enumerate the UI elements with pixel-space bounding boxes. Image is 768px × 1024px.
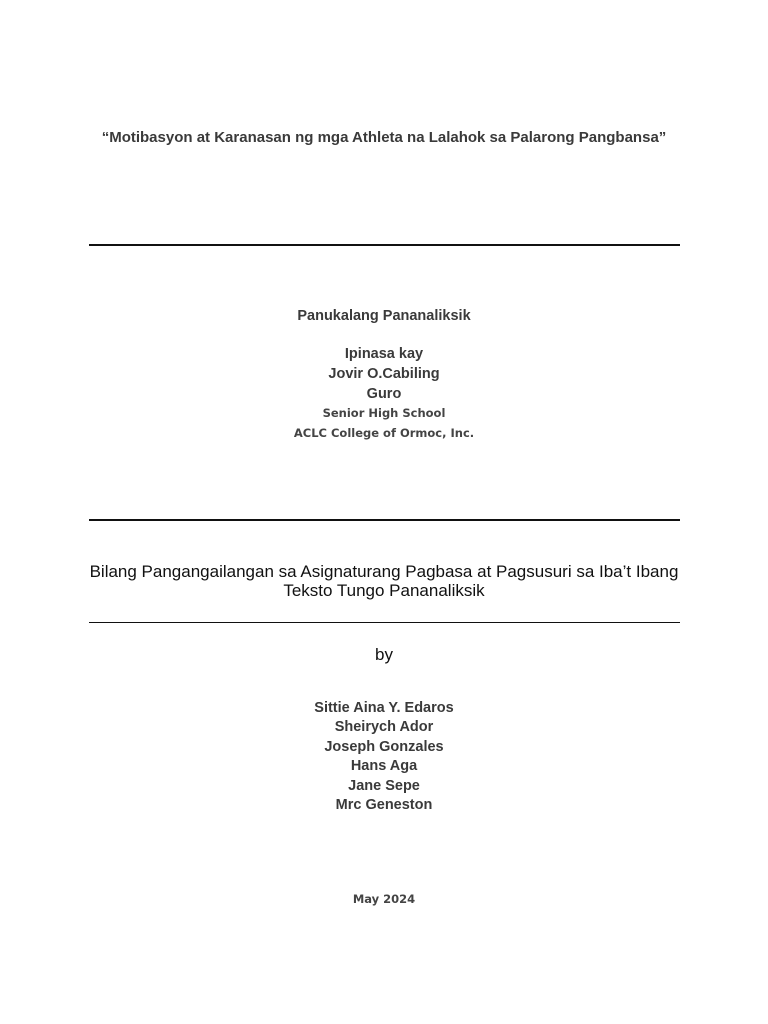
author-name: Sittie Aina Y. Edaros: [314, 700, 454, 716]
department-name: Senior High School: [322, 406, 446, 420]
author-name: Jane Sepe: [348, 778, 420, 794]
requirement-line-2: Teksto Tungo Pananaliksik: [283, 581, 485, 600]
author-name: Sheirych Ador: [334, 719, 434, 735]
submitted-to-label: Ipinasa kay: [344, 346, 424, 362]
requirement-line-1: Bilang Pangangailangan sa Asignaturang Pagbasa at Pagsusuri sa Iba’t Ibang: [89, 562, 679, 581]
teacher-name: Jovir O.Cabiling: [328, 366, 440, 382]
divider-top: [89, 244, 680, 246]
author-name: Hans Aga: [350, 758, 418, 774]
institution-name: ACLC College of Ormoc, Inc.: [293, 426, 475, 440]
divider-bottom: [89, 622, 680, 623]
by-label: by: [375, 645, 393, 664]
teacher-role: Guro: [366, 386, 402, 402]
author-name: Mrc Geneston: [335, 797, 433, 813]
divider-middle: [89, 519, 680, 521]
document-title: “Motibasyon at Karanasan ng mga Athleta na Lalahok sa Palarong Pangbansa”: [101, 129, 667, 146]
author-name: Joseph Gonzales: [324, 739, 444, 755]
document-date: May 2024: [352, 892, 416, 906]
proposal-label: Panukalang Pananaliksik: [297, 308, 471, 324]
